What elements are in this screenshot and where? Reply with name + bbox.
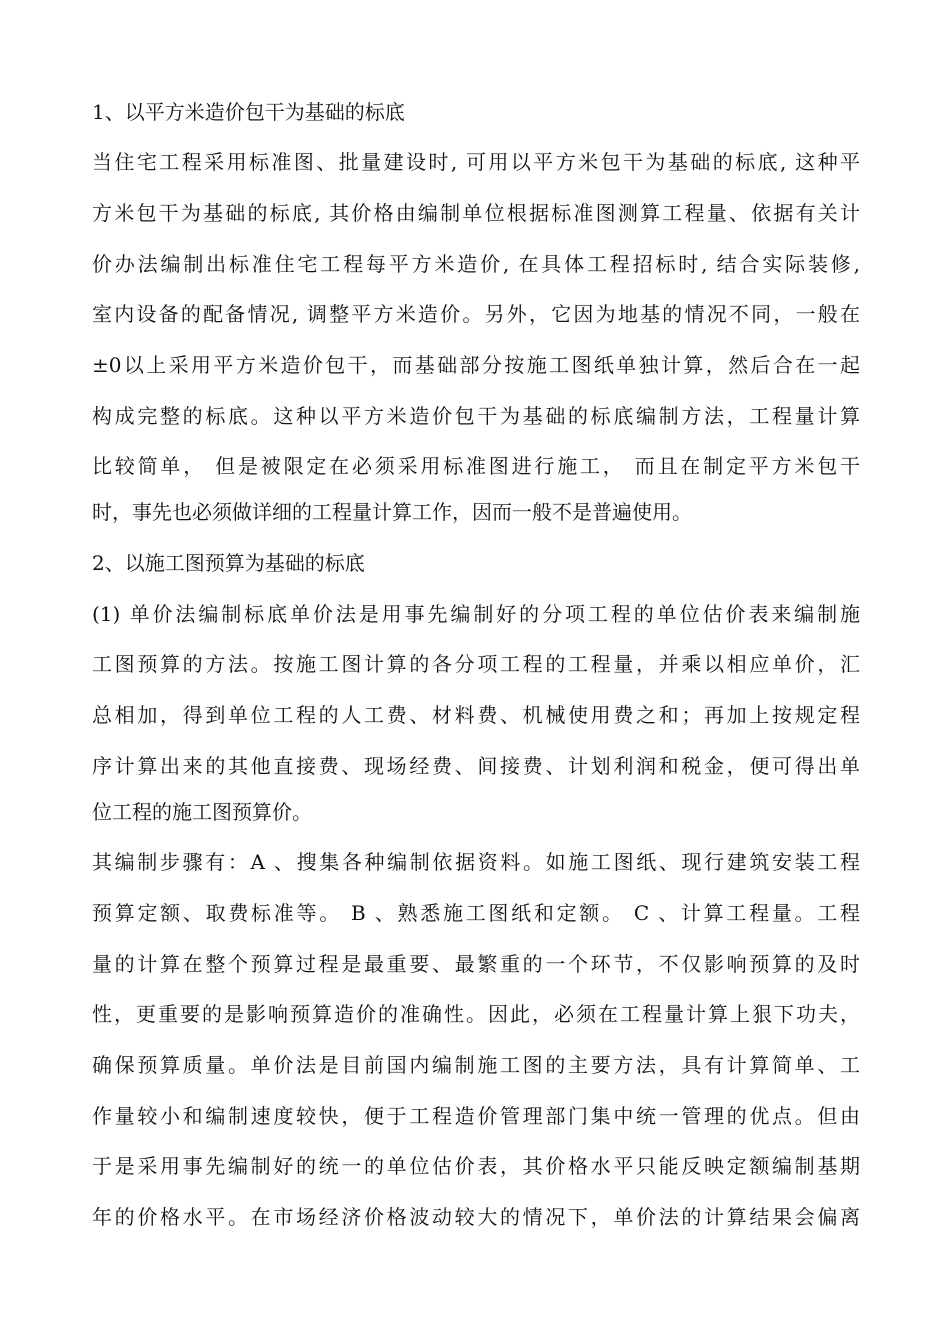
paragraph-line: 工图预算的方法。按施工图计算的各分项工程的工程量，并乘以相应单价，汇	[92, 652, 860, 676]
paragraph-line: 性，更重要的是影响预算造价的准确性。因此，必须在工程量计算上狠下功夫，	[92, 1002, 860, 1026]
paragraph-line: 位工程的施工图预算价。	[92, 800, 312, 824]
paragraph-line: 室内设备的配备情况, 调整平方米造价。另外，它因为地基的情况不同，一般在	[92, 302, 860, 326]
paragraph-line: 预算定额、取费标准等。 B 、熟悉施工图纸和定额。 C 、计算工程量。工程	[92, 901, 860, 925]
section-heading-1: 1、以平方米造价包干为基础的标底	[92, 100, 405, 124]
paragraph-line: 总相加，得到单位工程的人工费、材料费、机械使用费之和；再加上按规定程	[92, 703, 860, 727]
paragraph-line: 时，事先也必须做详细的工程量计算工作，因而一般不是普遍使用。	[92, 500, 692, 524]
paragraph-line: 构成完整的标底。这种以平方米造价包干为基础的标底编制方法，工程量计算	[92, 404, 860, 428]
paragraph-line: 价办法编制出标准住宅工程每平方米造价, 在具体工程招标时, 结合实际装修,	[92, 252, 860, 276]
paragraph-line: 方米包干为基础的标底, 其价格由编制单位根据标准图测算工程量、依据有关计	[92, 201, 860, 225]
paragraph-line: 当住宅工程采用标准图、批量建设时, 可用以平方米包干为基础的标底, 这种平	[92, 150, 860, 174]
paragraph-line: ±0以上采用平方米造价包干，而基础部分按施工图纸单独计算，然后合在一起	[92, 353, 860, 377]
paragraph-line: 量的计算在整个预算过程是最重要、最繁重的一个环节，不仅影响预算的及时	[92, 952, 860, 976]
paragraph-line: 作量较小和编制速度较快，便于工程造价管理部门集中统一管理的优点。但由	[92, 1104, 860, 1128]
section-heading-2: 2、以施工图预算为基础的标底	[92, 551, 365, 575]
paragraph-line: 序计算出来的其他直接费、现场经费、间接费、计划利润和税金，便可得出单	[92, 754, 860, 778]
paragraph-line: 比较简单， 但是被限定在必须采用标准图进行施工， 而且在制定平方米包干	[92, 454, 860, 478]
paragraph-line: (1) 单价法编制标底单价法是用事先编制好的分项工程的单位估价表来编制施	[92, 602, 860, 626]
paragraph-line: 其编制步骤有：A 、搜集各种编制依据资料。如施工图纸、现行建筑安装工程	[92, 850, 860, 874]
paragraph-line: 确保预算质量。单价法是目前国内编制施工图的主要方法，具有计算简单、工	[92, 1053, 860, 1077]
paragraph-line: 年的价格水平。在市场经济价格波动较大的情况下，单价法的计算结果会偏离	[92, 1205, 860, 1229]
paragraph-line: 于是采用事先编制好的统一的单位估价表，其价格水平只能反映定额编制基期	[92, 1154, 860, 1178]
